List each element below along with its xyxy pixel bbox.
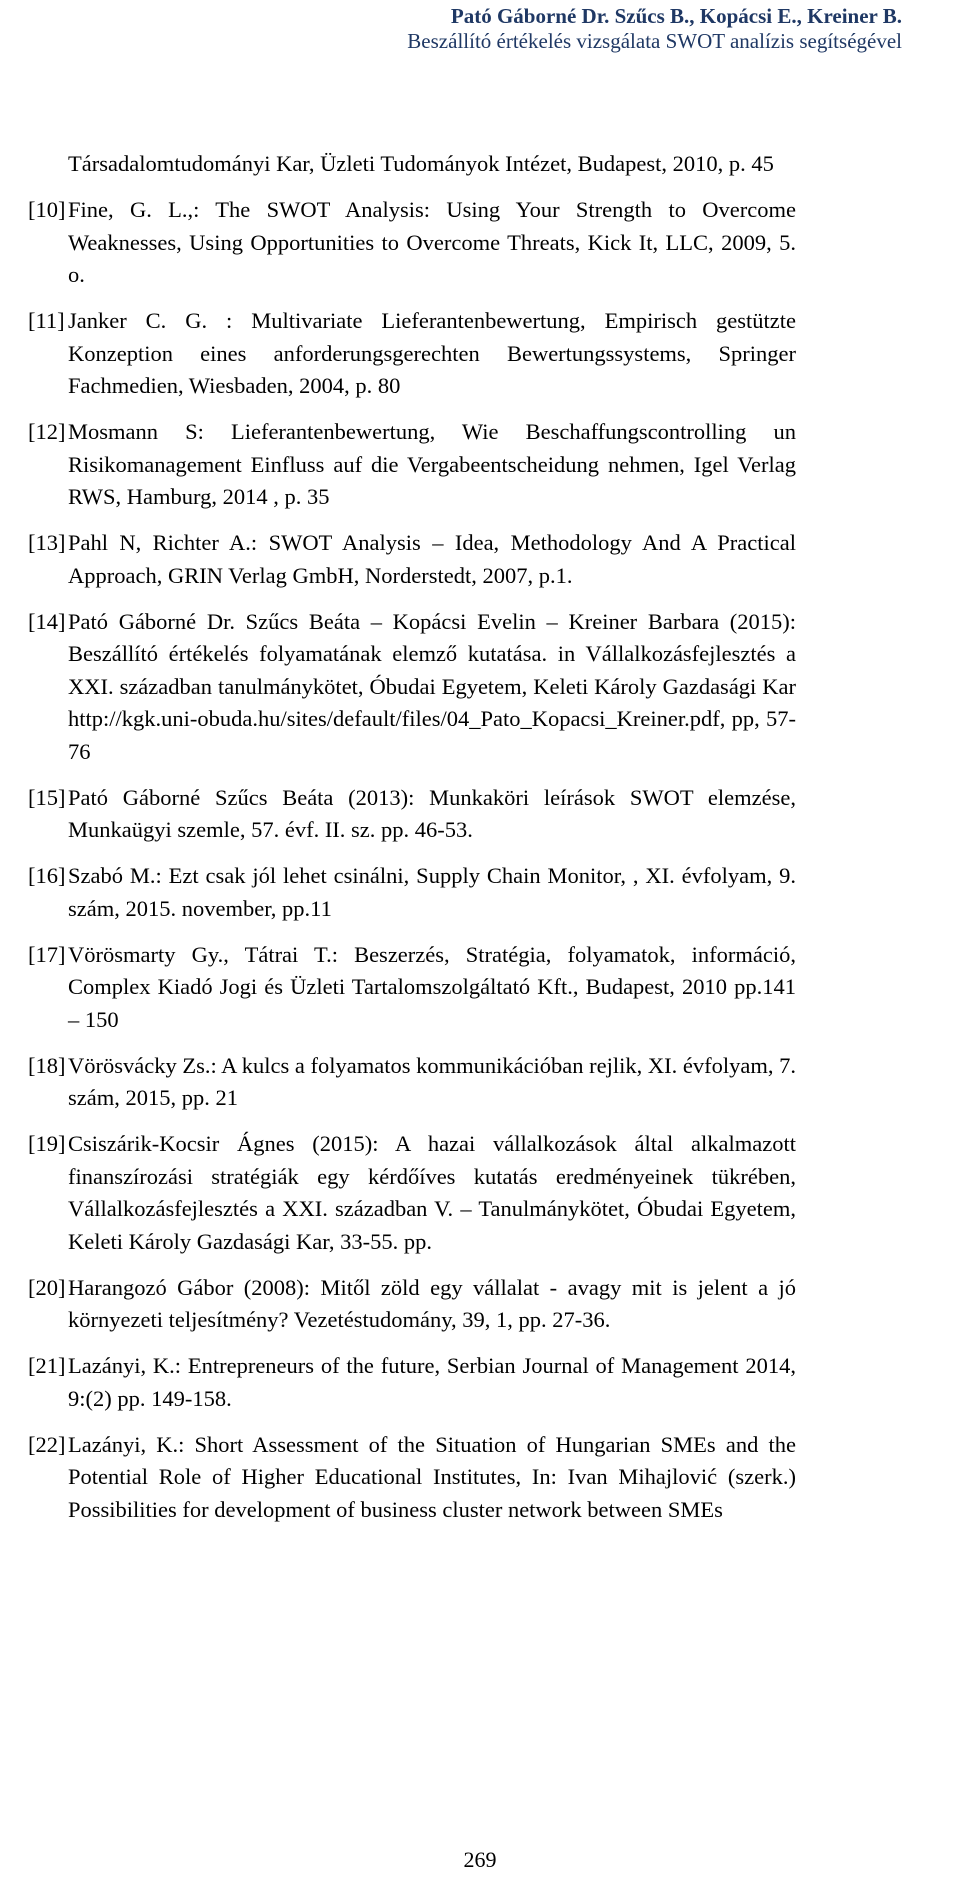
reference-text: Vörösmarty Gy., Tátrai T.: Beszerzés, Stratégia, folyamatok, információ, Complex Kiadó Jogi és Üzleti Tartalomszolgáltató Kft., Budapest, 2010 pp.141 – 150 <box>68 941 796 1032</box>
header-title: Beszállító értékelés vizsgálata SWOT analízis segítségével <box>407 29 902 53</box>
reference-text: Csiszárik-Kocsir Ágnes (2015): A hazai vállalkozások által alkalmazott finanszírozási stratégiák egy kérdőíves kutatás eredményeinek tükrében, Vállalkozásfejlesztés a XXI. században V. – Tanulmánykötet, Óbudai Egyetem, Keleti Károly Gazdasági Kar, 33-55. pp. <box>68 1131 796 1254</box>
reference-item-17 <box>28 939 804 1037</box>
reference-text: Vörösvácky Zs.: A kulcs a folyamatos kommunikációban rejlik, XI. évfolyam, 7. szám, 2015, pp. 21 <box>68 1052 796 1110</box>
reference-item-12 <box>28 416 804 514</box>
running-header <box>407 4 902 54</box>
reference-item-13 <box>28 527 804 592</box>
reference-item-21 <box>28 1350 804 1415</box>
reference-text: Szabó M.: Ezt csak jól lehet csinálni, Supply Chain Monitor, , XI. évfolyam, 9. szám, 2015. november, pp.11 <box>68 863 796 921</box>
reference-continuation <box>28 148 804 181</box>
reference-number: [19] <box>28 1131 66 1156</box>
reference-item-10 <box>28 194 804 292</box>
reference-number: [11] <box>28 308 65 333</box>
reference-item-11 <box>28 305 804 403</box>
reference-item-20 <box>28 1272 804 1337</box>
reference-number: [15] <box>28 784 66 810</box>
reference-text: Pahl N, Richter A.: SWOT Analysis – Idea, Methodology And A Practical Approach, GRIN Verlag GmbH, Norderstedt, 2007, p.1. <box>68 530 796 588</box>
reference-text: Harangozó Gábor (2008): Mitől zöld egy vállalat - avagy mit is jelent a jó környezeti teljesítmény? Vezetéstudomány, 39, 1, pp. 27-36. <box>68 1274 796 1332</box>
reference-text: Mosmann S: Lieferantenbewertung, Wie Beschaffungscontrolling un Risikomanagement Einfluss auf die Vergabeentscheidung nehmen, Igel Verlag RWS, Hamburg, 2014 , p. 35 <box>68 419 796 509</box>
reference-number: [22] <box>28 1431 66 1457</box>
reference-number: [20] <box>28 1274 66 1300</box>
reference-item-15 <box>28 782 804 847</box>
reference-item-16 <box>28 860 804 925</box>
reference-number: [10] <box>28 197 66 222</box>
reference-number: [18] <box>28 1052 66 1078</box>
reference-item-18 <box>28 1050 804 1115</box>
reference-number: [12] <box>28 419 66 444</box>
reference-text: Lazányi, K.: Entrepreneurs of the future, Serbian Journal of Management 2014, 9:(2) pp. 149-158. <box>68 1353 796 1411</box>
reference-item-14 <box>28 606 804 769</box>
header-authors: Pató Gáborné Dr. Szűcs B., Kopácsi E., Kreiner B. <box>450 4 902 28</box>
reference-item-22 <box>28 1429 804 1527</box>
reference-text: Fine, G. L.,: The SWOT Analysis: Using Your Strength to Overcome Weaknesses, Using Opportunities to Overcome Threats, Kick It, LLC, 2009, 5. o. <box>68 197 796 287</box>
reference-list <box>28 148 804 1526</box>
reference-text: Pató Gáborné Szűcs Beáta (2013): Munkaköri leírások SWOT elemzése, Munkaügyi szemle, 57. évf. II. sz. pp. 46-53. <box>68 784 796 842</box>
reference-text: Lazányi, K.: Short Assessment of the Situation of Hungarian SMEs and the Potential Role of Higher Educational Institutes, In: Ivan Mihajlović (szerk.) Possibilities for development of business cluster network between SMEs <box>68 1431 796 1522</box>
reference-number: [21] <box>28 1353 66 1378</box>
reference-number: [14] <box>28 608 66 634</box>
reference-text: Janker C. G. : Multivariate Lieferantenbewertung, Empirisch gestützte Konzeption eines anforderungsgerechten Bewertungssystems, Springer Fachmedien, Wiesbaden, 2004, p. 80 <box>68 308 796 398</box>
reference-number: [13] <box>28 530 66 555</box>
page-number: 269 <box>463 1847 497 1872</box>
reference-text: Társadalomtudományi Kar, Üzleti Tudományok Intézet, Budapest, 2010, p. 45 <box>68 151 774 176</box>
reference-number: [17] <box>28 941 66 967</box>
reference-number: [16] <box>28 863 66 888</box>
reference-text: Pató Gáborné Dr. Szűcs Beáta – Kopácsi Evelin – Kreiner Barbara (2015): Beszállító értékelés folyamatának elemző kutatása. in Vállalkozásfejlesztés a XXI. században tanulmánykötet, Óbudai Egyetem, Keleti Károly Gazdasági Kar http://kgk.uni-obuda.hu/sites/default/files/04_Pato_Kopacsi_Kreiner.pdf, pp, 57-76 <box>68 608 796 764</box>
reference-item-19 <box>28 1128 804 1258</box>
